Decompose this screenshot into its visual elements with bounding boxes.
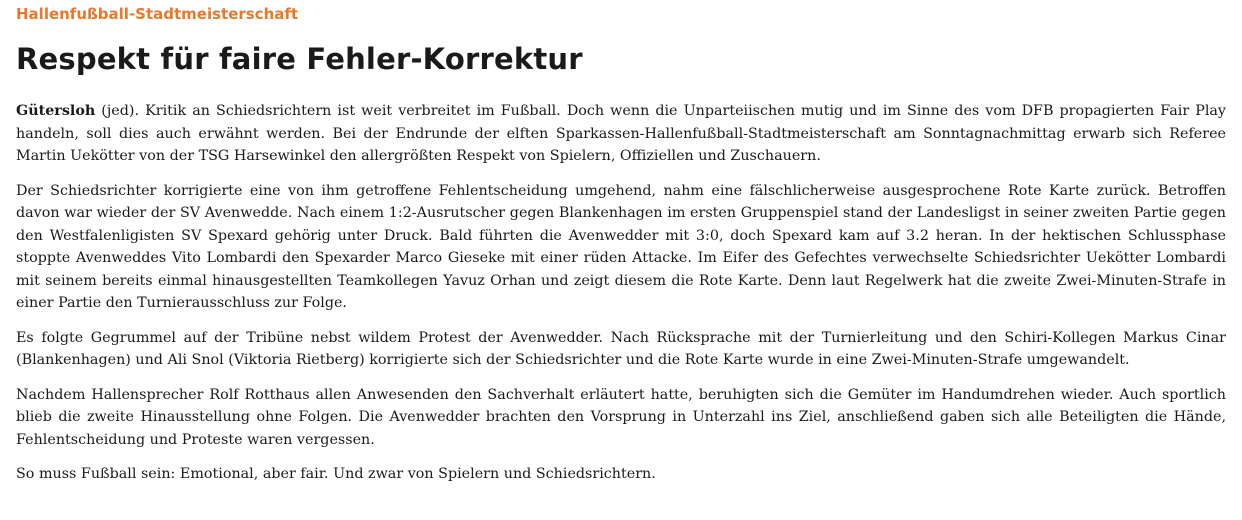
paragraph-2: Der Schiedsrichter korrigierte eine von ihm getroffene Fehlentscheidung umgehend, nahm eine fälschlicherweise ausgesprochene Rote Karte zurück. Betroffen davon war wieder der SV Avenwedde. Nach einem 1:2-Ausrutscher gegen Blankenhagen im ersten Gruppenspiel stand der Landesligst in seiner zweiten Partie gegen den Westfalenligisten SV Spexard gehörig unter Druck. Bald führten die Avenwedder mit 3:0, doch Spexard kam auf 3.2 heran. In der hektischen Schlussphase stoppte Avenweddes Vito Lombardi den Spexarder Marco Gieseke mit einer rüden Attacke. Im Eifer des Gefechtes verwechselte Schiedsrichter Uekötter Lombardi mit seinem bereits einmal hinausgestellten Teamkollegen Yavuz Orhan und zeigt diesem die Rote Karte. Denn laut Regelwerk hat die zweite Zwei-Minuten-Strafe in einer Partie den Turnierausschluss zur Folge. bbox=[16, 182, 1226, 311]
dateline: Gütersloh bbox=[16, 103, 96, 119]
article-kicker: Hallenfußball-Stadtmeisterschaft bbox=[16, 5, 299, 23]
paragraph-4: Nachdem Hallensprecher Rolf Rotthaus allen Anwesenden den Sachverhalt erläutert hatte, beruhigten sich die Gemüter im Handumdrehen wieder. Auch sportlich blieb die zweite Hinausstellung ohne Folgen. Die Avenwedder brachten den Vorsprung in Unterzahl ins Ziel, anschließend gaben sich alle Beteiligten die Hände, Fehlentscheidung und Proteste waren vergessen. bbox=[16, 386, 1226, 448]
paragraph-3: Es folgte Gegrummel auf der Tribüne nebst wildem Protest der Avenwedder. Nach Rücksprache mit der Turnierleitung und den Schiri-Kollegen Markus Cinar (Blankenhagen) und Ali Snol (Viktoria Rietberg) korrigierte sich der Schiedsrichter und die Rote Karte wurde in eine Zwei-Minuten-Strafe umgewandelt. bbox=[16, 329, 1226, 368]
article-headline: Respekt für faire Fehler-Korrektur bbox=[16, 42, 583, 76]
article bbox=[16, 4, 1226, 498]
article-body bbox=[16, 100, 1226, 486]
paragraph-1 bbox=[16, 100, 1226, 168]
paragraph-5: So muss Fußball sein: Emotional, aber fair. Und zwar von Spielern und Schiedsrichtern. bbox=[16, 466, 656, 482]
paragraph-1-text: (jed). Kritik an Schiedsrichtern ist weit verbreitet im Fußball. Doch wenn die Unparteiischen mutig und im Sinne des vom DFB propagierten Fair Play handeln, soll dies auch erwähnt werden. Bei der Endrunde der elften Sparkassen-Hallenfußball-Stadtmeisterschaft am Sonntagnachmittag erwarb sich Referee Martin Uekötter von der TSG Harsewinkel den allergrößten Respekt von Spielern, Offiziellen und Zuschauern. bbox=[16, 103, 1226, 164]
